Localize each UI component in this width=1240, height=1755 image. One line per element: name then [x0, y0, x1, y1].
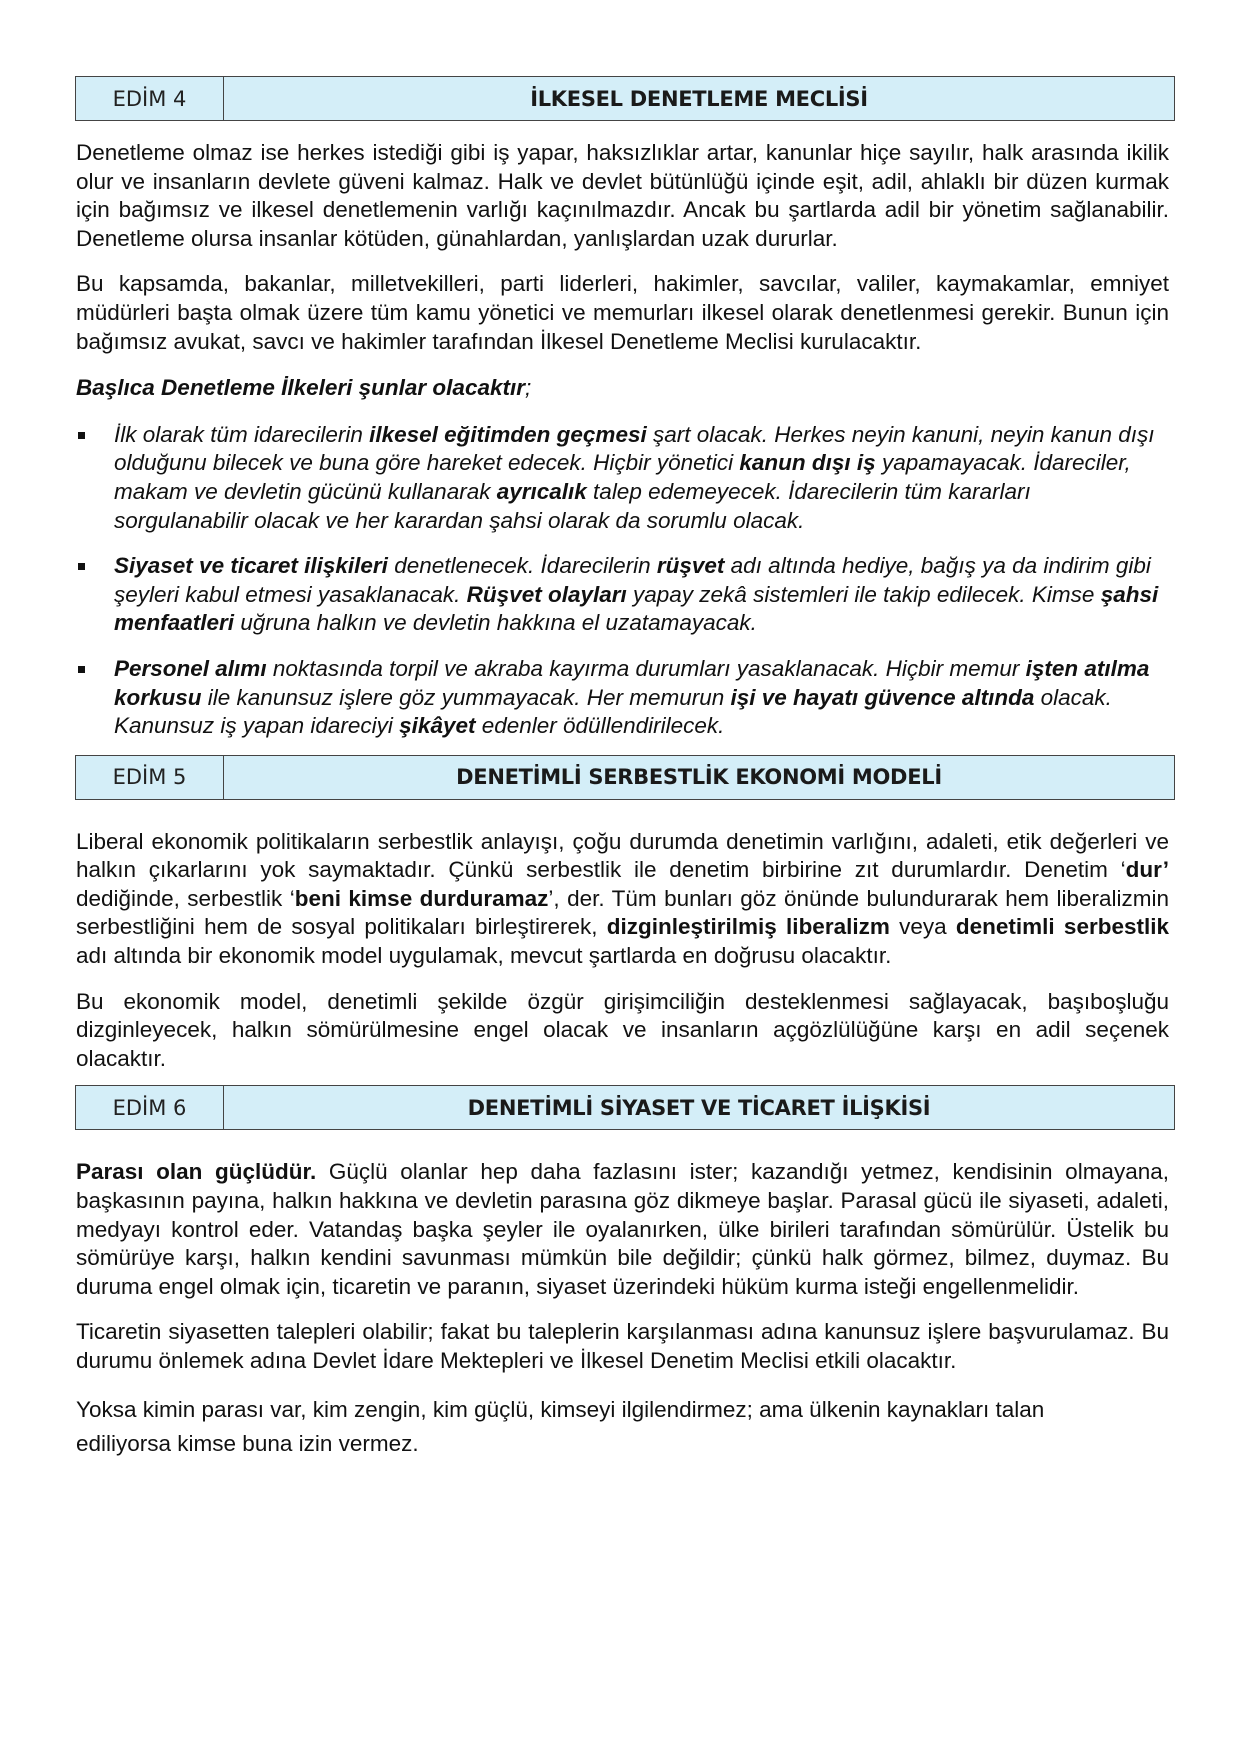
section-number: EDİM 6 — [76, 1086, 224, 1129]
section-header-edim-4 — [75, 76, 1175, 121]
paragraph: Yoksa kimin parası var, kim zengin, kim güçlü, kimseyi ilgilendirmez; ama ülkenin kaynakları talan ediliyorsa kimse buna izin vermez. — [76, 1396, 1045, 1456]
section-title: DENETİMLİ SERBESTLİK EKONOMİ MODELİ — [456, 765, 942, 790]
paragraph: Bu ekonomik model, denetimli şekilde özgür girişimciliğin desteklenmesi sağlayacak, başıboşluğu dizginleyecek, halkın sömürülmesine engel olacak ve insanların açgözlülüğüne karşı en adil seçenek olacaktır. — [76, 988, 1169, 1071]
section-header-edim-6 — [75, 1085, 1175, 1130]
principles-list — [75, 421, 1168, 741]
paragraph: Liberal ekonomik politikaların serbestlik anlayışı, çoğu durumda denetimin varlığını, adaleti, etik değerleri ve halkın çıkarlarını yok saymaktadır. Çünkü serbestlik ile denetim birbirine zıt durumlardır. Denetim ‘dur’ dediğinde, serbestlik ‘beni kimse durduramaz’, der. Tüm bunları göz önünde bulundurarak hem liberalizmin serbestliğini hem de sosyal politikaları birleştirerek, dizginleştirilmiş liberalizm veya denetimli serbestlik adı altında bir ekonomik model uygulamak, mevcut şartlarda en doğrusu olacaktır. — [76, 828, 1169, 969]
section-header-edim-5 — [75, 755, 1175, 800]
principles-heading: Başlıca Denetleme İlkeleri şunlar olacaktır; — [76, 375, 532, 401]
paragraph: Parası olan güçlüdür. Güçlü olanlar hep daha fazlasını ister; kazandığı yetmez, kendisinin olmayana, başkasının payına, halkın hakkına ve devletin parasına göz dikmeye başlar. Parasal gücü ile siyaseti, adaleti, medyayı kontrol eder. Vatandaş başka şeyler ile oyalanırken, ülke birileri tarafından sömürülür. Üstelik bu sömürüye karşı, halkın kendini savunması mümkün bile değildir; çünkü halk görmez, bilmez, duymaz. Bu duruma engel olmak için, ticaretin ve paranın, siyaset üzerindeki hüküm kurma isteği engellenmelidir. — [76, 1159, 1169, 1299]
bullet-square-icon — [78, 666, 85, 673]
bullet-square-icon — [78, 563, 85, 570]
list-item: İlk olarak tüm idarecilerin ilkesel eğitimden geçmesi şart olacak. Herkes neyin kanuni, neyin kanun dışı olduğunu bilecek ve buna göre hareket edecek. Hiçbir yönetici kanun dışı iş yapamayacak. İdareciler, makam ve devletin gücünü kullanarak ayrıcalık talep edemeyecek. İdarecilerin tüm kararları sorgulanabilir olacak ve her karardan şahsi olarak da sorumlu olacak. — [75, 421, 1168, 535]
section-title: İLKESEL DENETLEME MECLİSİ — [530, 86, 868, 111]
paragraph: Denetleme olmaz ise herkes istediği gibi iş yapar, haksızlıklar artar, kanunlar hiçe sayılır, halk arasında ikilik olur ve insanların devlete güveni kalmaz. Halk ve devlet bütünlüğü içinde eşit, adil, ahlaklı bir düzen kurmak için bağımsız ve ilkesel denetlemenin varlığı kaçınılmazdır. Ancak bu şartlarda adil bir yönetim sağlanabilir. Denetleme olursa insanlar kötüden, günahlardan, yanlışlardan uzak dururlar. — [76, 140, 1169, 251]
section-number: EDİM 4 — [76, 77, 224, 120]
paragraph: Bu kapsamda, bakanlar, milletvekilleri, parti liderleri, hakimler, savcılar, valiler, kaymakamlar, emniyet müdürleri başta olmak üzere tüm kamu yönetici ve memurları ilkesel olarak denetlenmesi gerekir. Bunun için bağımsız avukat, savcı ve hakimler tarafından İlkesel Denetleme Meclisi kurulacaktır. — [76, 271, 1169, 354]
paragraph: Ticaretin siyasetten talepleri olabilir; fakat bu taleplerin karşılanması adına kanunsuz işlere başvurulamaz. Bu durumu önlemek adına Devlet İdare Mektepleri ve İlkesel Denetim Meclisi etkili olacaktır. — [76, 1319, 1169, 1373]
list-item: Siyaset ve ticaret ilişkileri denetlenecek. İdarecilerin rüşvet adı altında hediye, bağış ya da indirim gibi şeyleri kabul etmesi yasaklanacak. Rüşvet olayları yapay zekâ sistemleri ile takip edilecek. Kimse şahsi menfaatleri uğruna halkın ve devletin hakkına el uzatamayacak. — [75, 552, 1168, 638]
section-title: DENETİMLİ SİYASET VE TİCARET İLİŞKİSİ — [467, 1095, 931, 1120]
bullet-square-icon — [78, 432, 85, 439]
list-item: Personel alımı noktasında torpil ve akraba kayırma durumları yasaklanacak. Hiçbir memur işten atılma korkusu ile kanunsuz işlere göz yummayacak. Her memurun işi ve hayatı güvence altında olacak. Kanunsuz iş yapan idareciyi şikâyet edenler ödüllendirilecek. — [75, 655, 1168, 741]
section-number: EDİM 5 — [76, 756, 224, 799]
